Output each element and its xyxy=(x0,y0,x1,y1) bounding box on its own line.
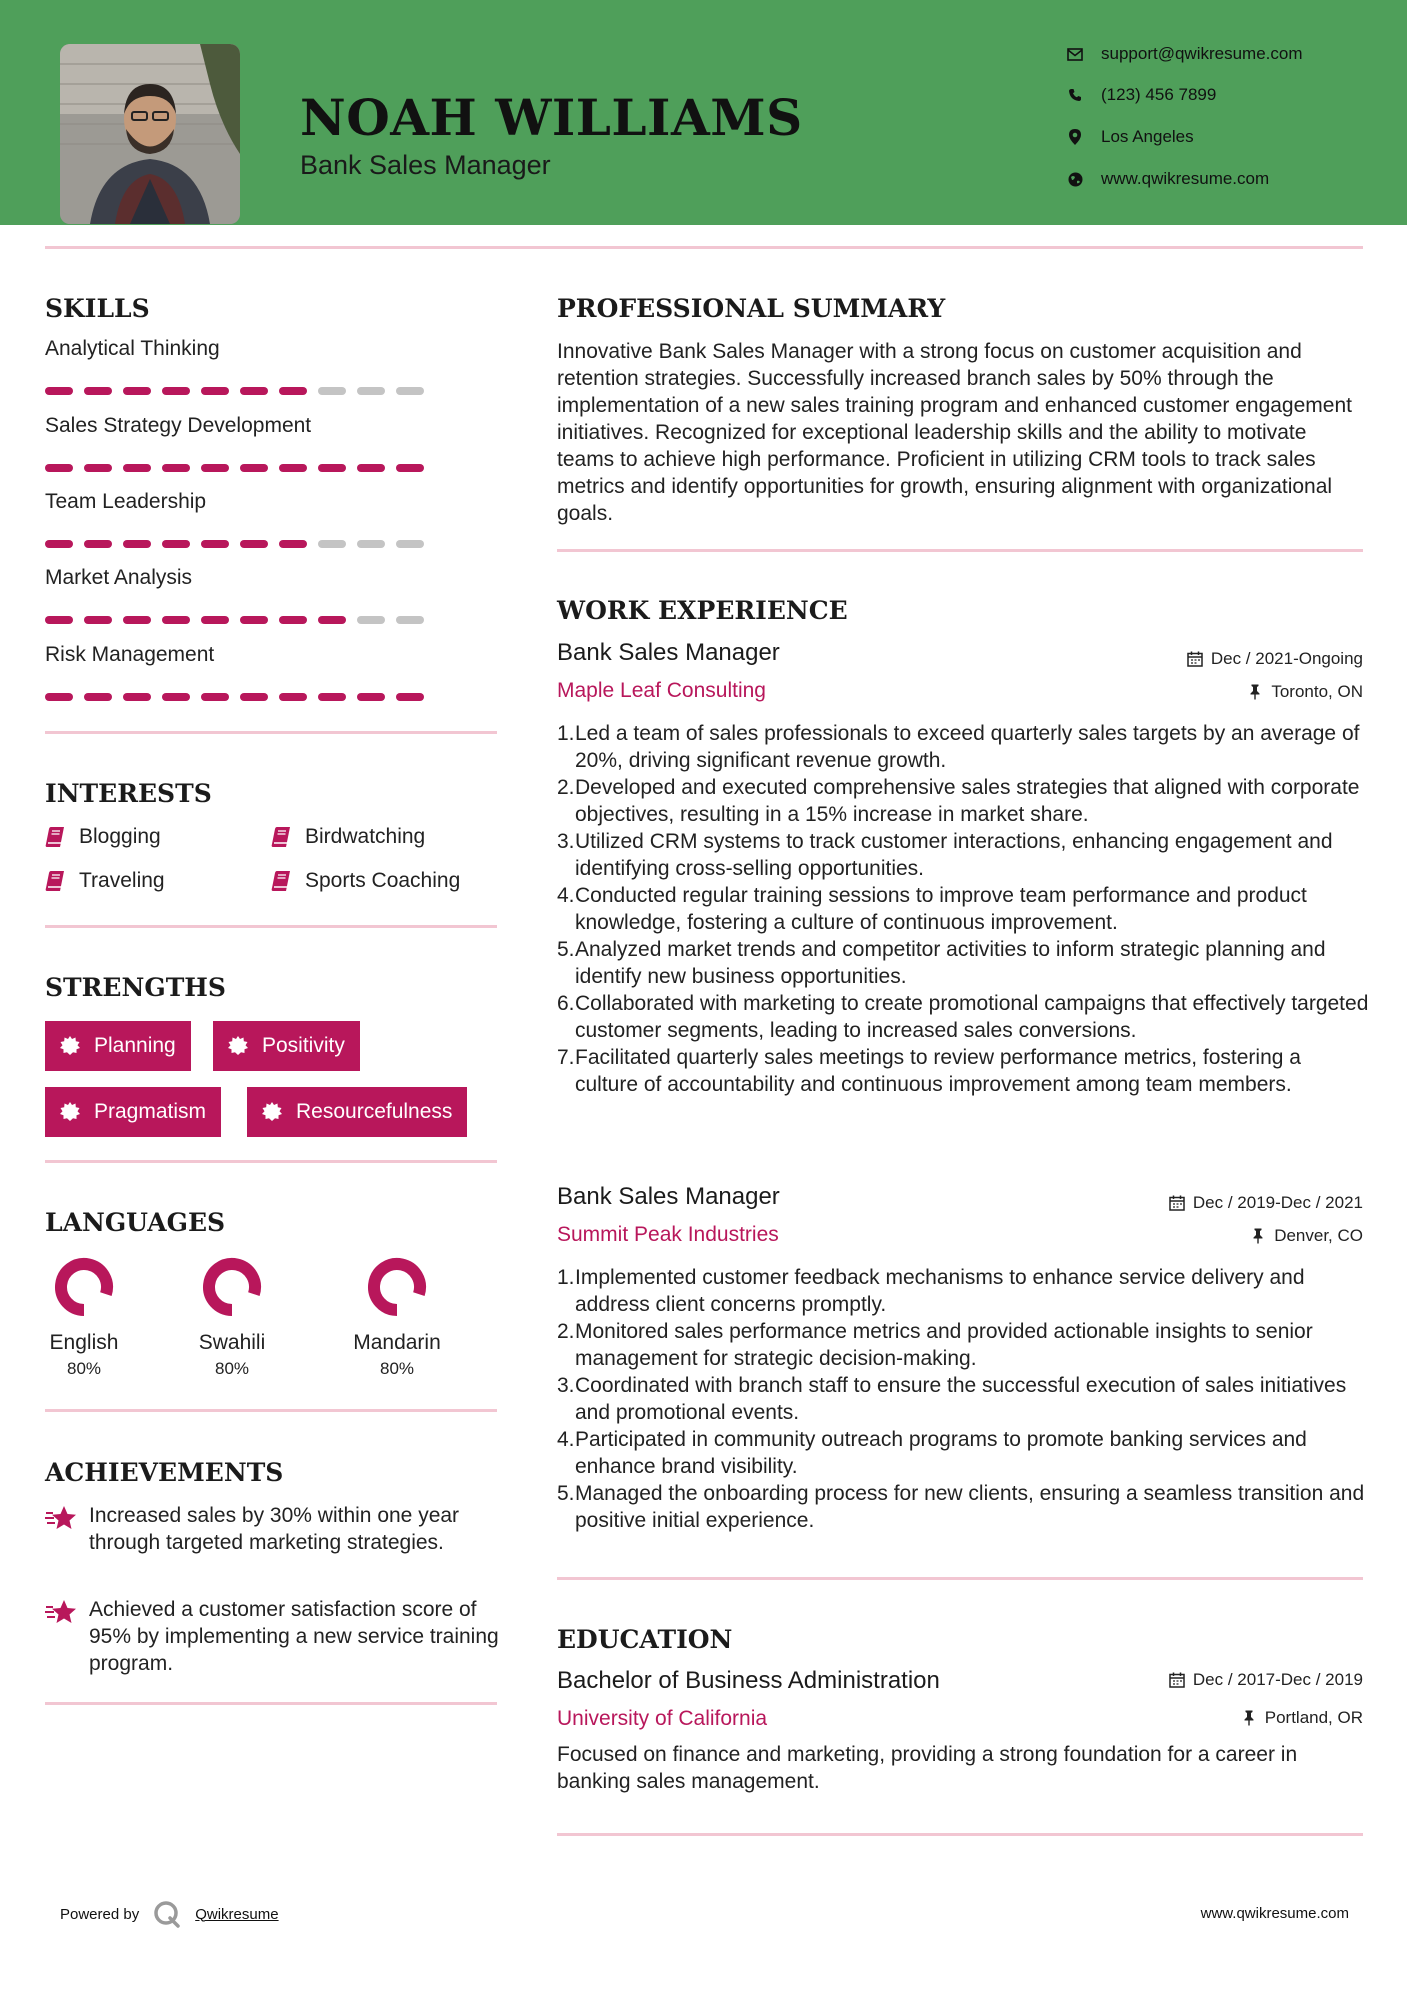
interest-item xyxy=(45,869,165,893)
contact-location-text: Los Angeles xyxy=(1101,127,1194,146)
job-bullet: 1. Led a team of sales professionals to exceed quarterly sales targets by an average of 20%, driving significant revenue growth. xyxy=(557,722,1360,772)
skill-level-bar xyxy=(45,387,435,395)
contact-website[interactable] xyxy=(1065,169,1269,189)
skill-dot-filled xyxy=(240,540,268,548)
education-divider xyxy=(557,1833,1363,1836)
achievements-heading: ACHIEVEMENTS xyxy=(45,1458,284,1487)
book-icon xyxy=(45,870,65,892)
contact-location xyxy=(1065,127,1194,147)
candidate-name: NOAH WILLIAMS xyxy=(300,88,803,147)
skill-dot-empty xyxy=(396,387,424,395)
education-dates xyxy=(1169,1670,1363,1690)
skill-dot-filled xyxy=(318,464,346,472)
job-bullet: 5. Analyzed market trends and competitor activities to inform strategic planning and identify new business opportunities. xyxy=(557,938,1326,988)
calendar-icon xyxy=(1187,651,1203,667)
skill-dot-empty xyxy=(318,540,346,548)
skill-name: Market Analysis xyxy=(45,566,193,589)
language-percent: 80% xyxy=(214,1359,250,1378)
skill-dot-filled xyxy=(45,540,73,548)
skill-dot-filled xyxy=(162,616,190,624)
skill-dot-filled xyxy=(357,464,385,472)
badge-icon xyxy=(262,1102,282,1122)
interest-label: Blogging xyxy=(79,825,161,848)
pushpin-icon xyxy=(1250,1228,1266,1244)
pushpin-icon xyxy=(1247,684,1263,700)
book-icon xyxy=(45,826,65,848)
skill-dot-filled xyxy=(201,693,229,701)
skill-dot-filled xyxy=(123,540,151,548)
skill-dot-filled xyxy=(396,464,424,472)
education-description: Focused on finance and marketing, providing a strong foundation for a career in banking sales management. xyxy=(557,1743,1298,1793)
skill-dot-filled xyxy=(396,693,424,701)
strengths-heading: STRENGTHS xyxy=(45,973,226,1002)
skill-name: Sales Strategy Development xyxy=(45,414,312,437)
interest-label: Birdwatching xyxy=(305,825,426,848)
language-item xyxy=(24,1256,144,1379)
language-name: Swahili xyxy=(198,1331,266,1354)
language-name: English xyxy=(49,1331,119,1354)
achievements-divider xyxy=(45,1702,497,1705)
job-title: Bank Sales Manager xyxy=(557,1183,780,1210)
job-dates xyxy=(1187,649,1363,669)
contact-email-text: support@qwikresume.com xyxy=(1101,44,1303,63)
skill-dot-filled xyxy=(84,464,112,472)
globe-icon xyxy=(1065,169,1085,189)
language-level-ring xyxy=(53,1256,115,1318)
job-title: Bank Sales Manager xyxy=(557,639,780,666)
job-dates xyxy=(1169,1193,1363,1213)
skill-dot-empty xyxy=(396,540,424,548)
summary-divider xyxy=(557,549,1363,552)
skill-name: Risk Management xyxy=(45,643,215,666)
education-dates-text: Dec / 2017-Dec / 2019 xyxy=(1192,1670,1363,1689)
skill-dot-filled xyxy=(318,693,346,701)
interest-item xyxy=(271,869,460,893)
strengths-divider xyxy=(45,1160,497,1163)
language-percent: 80% xyxy=(66,1359,102,1378)
skill-dot-filled xyxy=(162,693,190,701)
job-bullets xyxy=(557,720,1369,1098)
skill-dot-filled xyxy=(123,616,151,624)
phone-icon xyxy=(1065,85,1085,105)
pushpin-icon xyxy=(1241,1710,1257,1726)
skill-dot-filled xyxy=(279,464,307,472)
school-name: University of California xyxy=(557,1707,768,1730)
strength-label: Pragmatism xyxy=(94,1100,207,1123)
job-bullet: 3. Coordinated with branch staff to ensure the successful execution of sales initiatives and promotional events. xyxy=(557,1374,1347,1424)
skill-dot-empty xyxy=(357,616,385,624)
skill-dot-filled xyxy=(279,387,307,395)
qwikresume-brand-link[interactable]: Qwikresume xyxy=(195,1905,279,1923)
skill-level-bar xyxy=(45,616,435,624)
language-level-ring xyxy=(201,1256,263,1318)
skill-dot-filled xyxy=(279,540,307,548)
star-icon xyxy=(45,1504,79,1532)
skill-dot-empty xyxy=(357,540,385,548)
skill-dot-filled xyxy=(240,616,268,624)
company-name: Summit Peak Industries xyxy=(557,1223,779,1246)
job-bullet: 6. Collaborated with marketing to create promotional campaigns that effectively targeted customer segments, leading to increased sales conversions. xyxy=(557,992,1369,1042)
header-divider xyxy=(45,246,1363,249)
strength-chip xyxy=(45,1087,221,1137)
strength-label: Resourcefulness xyxy=(296,1100,453,1123)
interests-heading: INTERESTS xyxy=(45,779,212,808)
calendar-icon xyxy=(1169,1672,1185,1688)
job-bullet: 4. Conducted regular training sessions to improve team performance and product knowledge, fostering a culture of continuous improvement. xyxy=(557,884,1307,934)
book-icon xyxy=(271,870,291,892)
skill-dot-filled xyxy=(279,616,307,624)
skill-level-bar xyxy=(45,693,435,701)
language-percent: 80% xyxy=(379,1359,415,1378)
powered-by-text: Powered by xyxy=(60,1905,140,1923)
skill-name: Team Leadership xyxy=(45,490,207,513)
skill-dot-filled xyxy=(162,387,190,395)
skill-level-bar xyxy=(45,464,435,472)
skill-dot-filled xyxy=(357,693,385,701)
job-bullet: 3. Utilized CRM systems to track customer interactions, enhancing engagement and identifying cross-selling opportunities. xyxy=(557,830,1333,880)
skill-dot-filled xyxy=(123,464,151,472)
education-location-text: Portland, OR xyxy=(1264,1708,1363,1727)
contact-email[interactable] xyxy=(1065,44,1303,64)
strength-chip xyxy=(213,1021,360,1071)
contact-phone[interactable] xyxy=(1065,85,1216,105)
languages-divider xyxy=(45,1409,497,1412)
job-dates-text: Dec / 2019-Dec / 2021 xyxy=(1192,1193,1363,1212)
profile-photo xyxy=(60,44,240,224)
badge-icon xyxy=(60,1036,80,1056)
skill-dot-filled xyxy=(279,693,307,701)
skill-dot-empty xyxy=(357,387,385,395)
education-heading: EDUCATION xyxy=(557,1625,733,1654)
interest-label: Sports Coaching xyxy=(305,869,461,892)
book-icon xyxy=(271,826,291,848)
interests-divider xyxy=(45,925,497,928)
skill-dot-filled xyxy=(318,616,346,624)
interest-item xyxy=(45,825,161,849)
skill-dot-filled xyxy=(123,387,151,395)
language-item xyxy=(337,1256,457,1379)
skill-dot-empty xyxy=(318,387,346,395)
job-location-text: Denver, CO xyxy=(1274,1226,1363,1245)
achievement-text: Achieved a customer satisfaction score of 95% by implementing a new service training program. xyxy=(89,1598,499,1675)
job-bullet: 4. Participated in community outreach programs to promote banking services and enhance brand visibility. xyxy=(557,1428,1307,1478)
strength-label: Planning xyxy=(94,1034,176,1057)
language-level-ring xyxy=(366,1256,428,1318)
badge-icon xyxy=(60,1102,80,1122)
skill-dot-filled xyxy=(240,387,268,395)
skill-dot-empty xyxy=(396,616,424,624)
calendar-icon xyxy=(1169,1195,1185,1211)
skill-dot-filled xyxy=(240,464,268,472)
job-location xyxy=(1247,682,1363,702)
strength-chip xyxy=(247,1087,467,1137)
strength-label: Positivity xyxy=(262,1034,345,1057)
skill-dot-filled xyxy=(84,387,112,395)
language-item xyxy=(172,1256,292,1379)
job-location-text: Toronto, ON xyxy=(1271,682,1363,701)
skills-heading: SKILLS xyxy=(45,294,150,323)
experience-heading: WORK EXPERIENCE xyxy=(557,596,848,625)
interest-item xyxy=(271,825,425,849)
job-bullets xyxy=(557,1264,1369,1534)
skills-divider xyxy=(45,731,497,734)
job-location xyxy=(1250,1226,1363,1246)
summary-text: Innovative Bank Sales Manager with a strong focus on customer acquisition and retention strategies. Successfully increased branch sales by 50% through the implementation of a new sales training program and enhanced customer engagement initiatives. Recognized for exceptional leadership skills and the ability to motivate teams to achieve high performance. Proficient in utilizing CRM tools to track sales metrics and identify opportunities for growth, ensuring alignment with organizational goals. xyxy=(557,340,1352,525)
skill-dot-filled xyxy=(201,464,229,472)
skill-dot-filled xyxy=(45,693,73,701)
languages-heading: LANGUAGES xyxy=(45,1208,226,1237)
experience-divider xyxy=(557,1577,1363,1580)
job-bullet: 5. Managed the onboarding process for new clients, ensuring a seamless transition and positive initial experience. xyxy=(557,1482,1365,1532)
skill-dot-filled xyxy=(45,464,73,472)
contact-website-text: www.qwikresume.com xyxy=(1101,169,1270,188)
skill-dot-filled xyxy=(201,540,229,548)
education-location xyxy=(1241,1708,1363,1728)
company-name: Maple Leaf Consulting xyxy=(557,679,766,702)
language-name: Mandarin xyxy=(353,1331,441,1354)
degree-title: Bachelor of Business Administration xyxy=(557,1667,940,1694)
envelope-icon xyxy=(1065,44,1085,64)
skill-dot-filled xyxy=(162,540,190,548)
header-band xyxy=(0,0,1407,225)
skill-dot-filled xyxy=(240,693,268,701)
strength-chip xyxy=(45,1021,191,1071)
qwikresume-logo-icon xyxy=(153,1900,181,1928)
skill-level-bar xyxy=(45,540,435,548)
skill-dot-filled xyxy=(162,464,190,472)
job-bullet: 2. Developed and executed comprehensive sales strategies that aligned with corporate objectives, resulting in a 15% increase in market share. xyxy=(557,776,1360,826)
skill-dot-filled xyxy=(84,693,112,701)
badge-icon xyxy=(228,1036,248,1056)
job-dates-text: Dec / 2021-Ongoing xyxy=(1210,649,1363,668)
skill-dot-filled xyxy=(45,387,73,395)
interest-label: Traveling xyxy=(79,869,165,892)
skill-name: Analytical Thinking xyxy=(45,337,220,360)
star-icon xyxy=(45,1598,79,1626)
skill-dot-filled xyxy=(201,616,229,624)
location-pin-icon xyxy=(1065,127,1085,147)
candidate-title: Bank Sales Manager xyxy=(300,150,551,180)
job-bullet: 1. Implemented customer feedback mechanisms to enhance service delivery and address client concerns promptly. xyxy=(557,1266,1305,1316)
job-bullet: 2. Monitored sales performance metrics and provided actionable insights to senior management for strategic decision-making. xyxy=(557,1320,1313,1370)
contact-phone-text: (123) 456 7899 xyxy=(1101,85,1217,104)
skill-dot-filled xyxy=(201,387,229,395)
skill-dot-filled xyxy=(84,540,112,548)
achievement-item xyxy=(45,1502,500,1556)
skill-dot-filled xyxy=(123,693,151,701)
summary-heading: PROFESSIONAL SUMMARY xyxy=(557,294,946,323)
job-bullet: 7. Facilitated quarterly sales meetings to review performance metrics, fostering a culture of accountability and continuous improvement among team members. xyxy=(557,1046,1301,1096)
footer-powered-by xyxy=(60,1900,279,1928)
achievement-text: Increased sales by 30% within one year through targeted marketing strategies. xyxy=(89,1504,460,1554)
skill-dot-filled xyxy=(84,616,112,624)
footer-website[interactable]: www.qwikresume.com xyxy=(1200,1905,1349,1922)
achievement-item xyxy=(45,1596,500,1677)
skill-dot-filled xyxy=(45,616,73,624)
